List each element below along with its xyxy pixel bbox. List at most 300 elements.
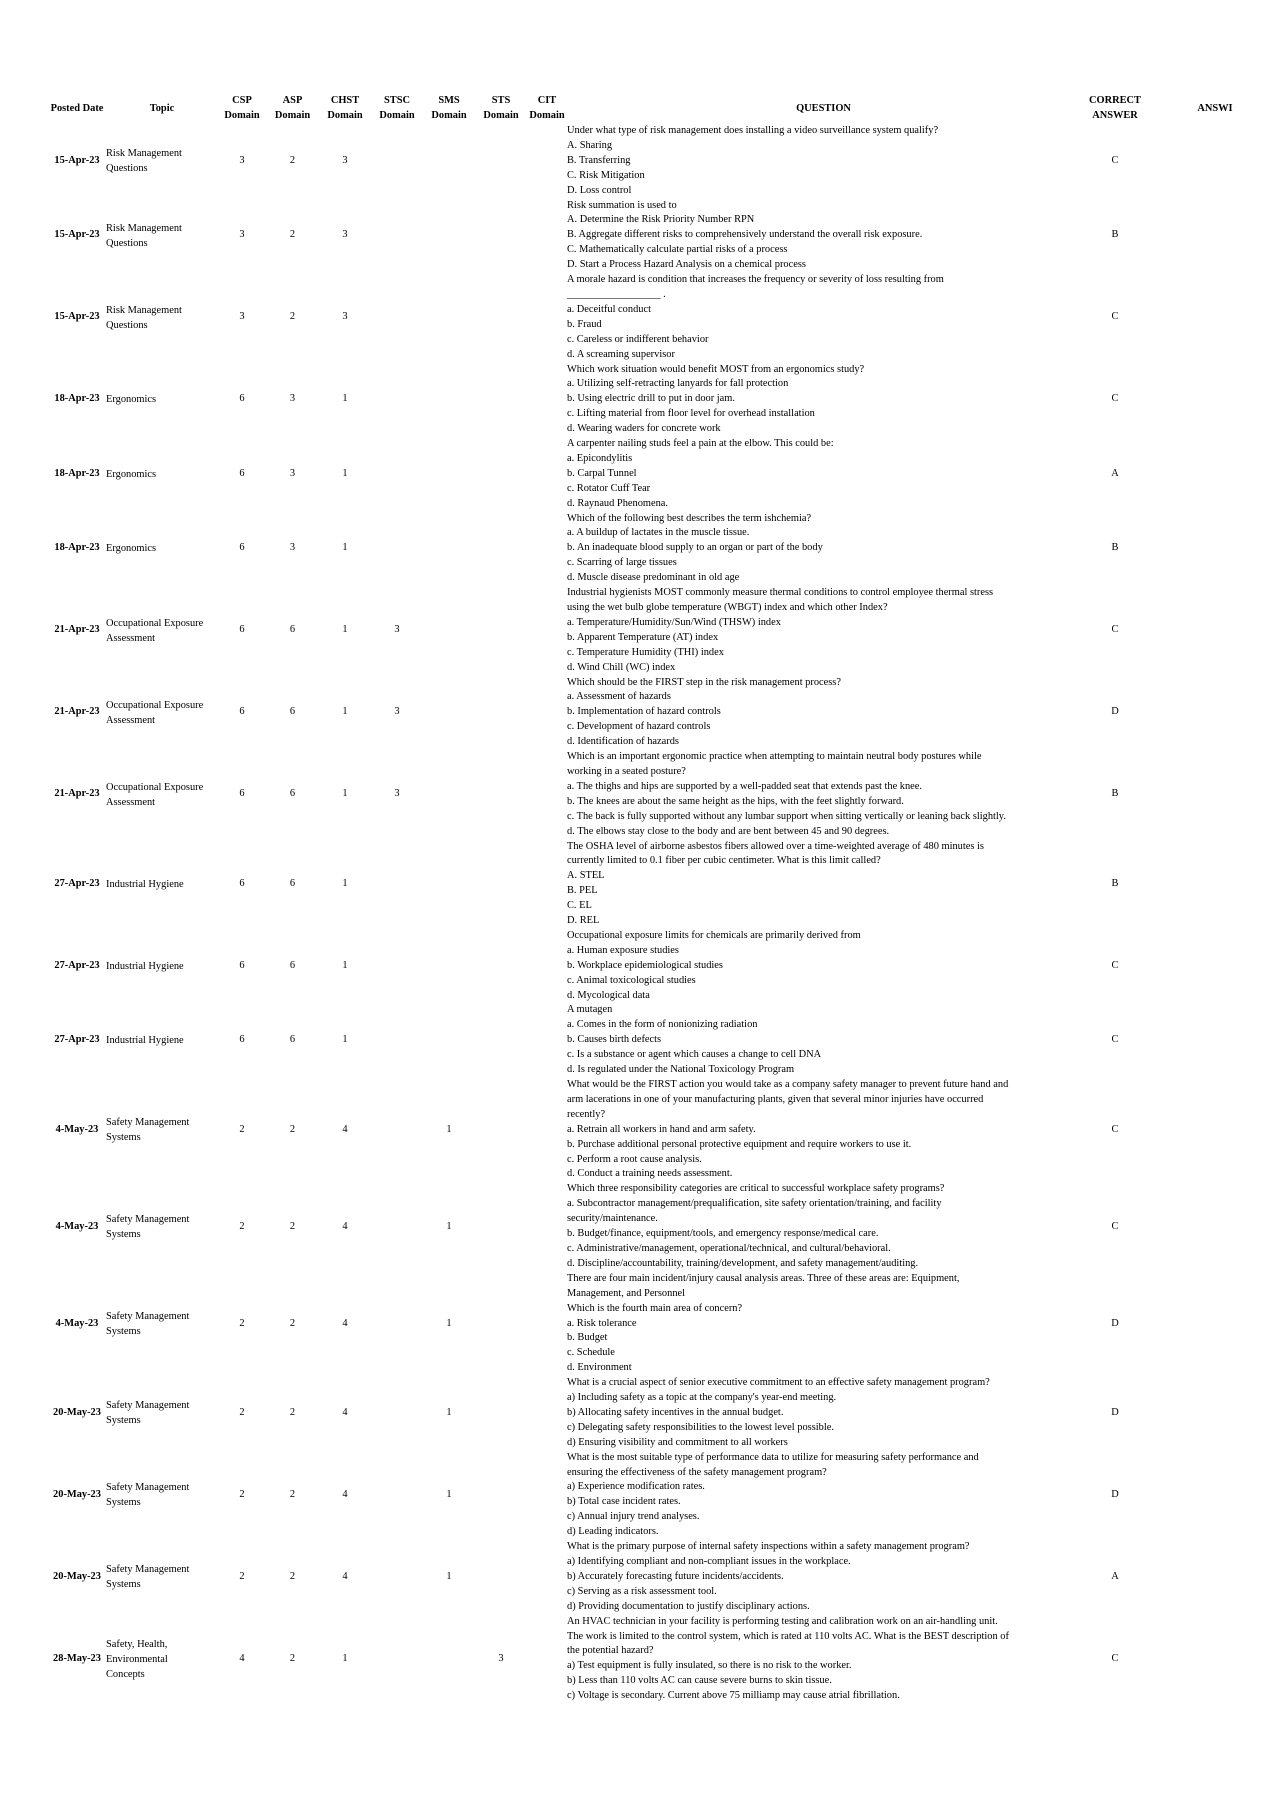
topic-line: Occupational Exposure xyxy=(106,699,204,711)
question-line: C. Risk Mitigation xyxy=(567,169,645,181)
question-line: a) Including safety as a topic at the company's year-end meeting. xyxy=(567,1392,837,1404)
answer-explanation-cell xyxy=(1150,840,1280,929)
question-line: A morale hazard is condition that increases the frequency or severity of loss resulting from xyxy=(567,274,944,286)
sms-domain-cell: 1 xyxy=(446,1123,452,1135)
asp-domain-cell: 6 xyxy=(289,624,296,636)
asp-domain-cell: 2 xyxy=(289,1406,296,1418)
topic-line: Safety Management xyxy=(106,1117,190,1129)
question-cell xyxy=(567,1451,1080,1540)
question-line: The work is limited to the control system, which is rated at 110 volts AC. What is the BEST description of xyxy=(567,1630,1009,1642)
header-posted-date: Posted Date xyxy=(50,102,104,114)
question-line: security/maintenance. xyxy=(567,1213,658,1225)
stsc-domain-cell xyxy=(371,840,423,929)
topic-cell xyxy=(106,676,218,751)
question-line: using the wet bulb globe temperature (WBGT) index and which other Index? xyxy=(567,602,888,613)
asp-domain-cell: 2 xyxy=(289,311,296,323)
question-line: d. Conduct a training needs assessment. xyxy=(567,1168,733,1180)
question-line: a. A buildup of lactates in the muscle tissue. xyxy=(567,527,750,539)
cit-domain-cell xyxy=(527,1540,567,1615)
stsc-domain-cell: 3 xyxy=(394,706,400,718)
csp-domain-cell: 3 xyxy=(239,154,245,166)
question-line: a) Experience modification rates. xyxy=(567,1481,705,1493)
sts-domain-cell xyxy=(475,586,527,675)
question-line: a. Retrain all workers in hand and arm safety. xyxy=(567,1123,756,1135)
correct-answer-cell: B xyxy=(1111,877,1119,889)
question-line: c. Is a substance or agent which causes a change to cell DNA xyxy=(567,1049,822,1061)
table-row xyxy=(48,1540,1280,1615)
sts-domain-cell xyxy=(475,512,527,587)
topic-line: Risk Management xyxy=(106,304,182,316)
header-correct-answer: CORRECT ANSWER xyxy=(1089,95,1141,121)
topic-line: Questions xyxy=(106,237,148,249)
correct-answer-cell: A xyxy=(1111,467,1119,479)
stsc-domain-cell xyxy=(371,363,423,438)
stsc-domain-cell xyxy=(371,1540,423,1615)
stsc-domain-cell xyxy=(371,1376,423,1451)
chst-domain-cell: 3 xyxy=(342,311,348,323)
topic-cell xyxy=(106,1003,218,1078)
posted-date-cell: 21-Apr-23 xyxy=(54,706,100,718)
question-line: b. Carpal Tunnel xyxy=(567,467,637,479)
table-row xyxy=(48,840,1280,929)
question-line: B. PEL xyxy=(567,885,598,897)
topic-cell xyxy=(106,840,218,929)
topic-cell xyxy=(106,586,218,675)
header-chst-domain: CHST Domain xyxy=(327,95,363,121)
table-row xyxy=(48,363,1280,438)
csp-domain-cell: 6 xyxy=(239,624,245,636)
sts-domain-cell xyxy=(475,199,527,274)
sts-domain-cell: 3 xyxy=(498,1652,504,1664)
question-line: Which three responsibility categories are critical to successful workplace safety programs? xyxy=(567,1183,945,1195)
question-line: d. Environment xyxy=(567,1362,632,1374)
chst-domain-cell: 1 xyxy=(342,706,348,718)
question-cell xyxy=(567,1272,1080,1376)
question-line: a. Deceitful conduct xyxy=(567,303,651,315)
question-line: d. Wearing waders for concrete work xyxy=(567,423,721,435)
chst-domain-cell: 1 xyxy=(342,542,348,554)
topic-cell xyxy=(106,1078,218,1182)
question-line: c) Delegating safety responsibilities to the lowest level possible. xyxy=(567,1421,834,1433)
question-line: b. An inadequate blood supply to an organ or part of the body xyxy=(567,542,823,554)
question-line: c. Temperature Humidity (THI) index xyxy=(567,646,724,658)
topic-cell xyxy=(106,363,218,438)
cit-domain-cell xyxy=(527,512,567,587)
answer-explanation-cell xyxy=(1150,1376,1280,1451)
stsc-domain-cell xyxy=(371,1078,423,1182)
table-row xyxy=(48,512,1280,587)
table-row xyxy=(48,273,1280,362)
sts-domain-cell xyxy=(475,124,527,199)
posted-date-cell: 20-May-23 xyxy=(53,1488,101,1500)
cit-domain-cell xyxy=(527,199,567,274)
sms-domain-cell: 1 xyxy=(446,1488,452,1500)
posted-date-cell: 20-May-23 xyxy=(53,1406,101,1418)
question-line: c. The back is fully supported without any lumbar support when sitting vertically or leaning back slightly. xyxy=(567,810,1006,822)
correct-answer-cell: C xyxy=(1111,1034,1119,1046)
question-line: b. Fraud xyxy=(567,318,602,330)
question-line: arm lacerations in one of your manufacturing plants, given that several minor injuries have occurred xyxy=(567,1093,984,1105)
correct-answer-cell: B xyxy=(1111,788,1119,800)
chst-domain-cell: 4 xyxy=(342,1488,348,1500)
sms-domain-cell xyxy=(423,1615,475,1704)
asp-domain-cell: 2 xyxy=(289,229,296,241)
topic-line: Risk Management xyxy=(106,222,182,234)
question-line: working in a seated posture? xyxy=(567,765,686,777)
sms-domain-cell: 1 xyxy=(446,1317,452,1329)
stsc-domain-cell xyxy=(371,1182,423,1271)
posted-date-cell: 4-May-23 xyxy=(55,1317,99,1329)
topic-line: Systems xyxy=(106,1415,141,1427)
sts-domain-cell xyxy=(475,1003,527,1078)
question-line: a. Temperature/Humidity/Sun/Wind (THSW) index xyxy=(567,616,781,628)
question-line: A. Sharing xyxy=(567,139,613,151)
cit-domain-cell xyxy=(527,929,567,1004)
topic-line: Industrial Hygiene xyxy=(106,878,184,890)
correct-answer-cell: D xyxy=(1111,1488,1119,1500)
csp-domain-cell: 3 xyxy=(239,229,245,241)
question-line: D. Start a Process Hazard Analysis on a chemical process xyxy=(567,259,806,271)
question-line: What would be the FIRST action you would take as a company safety manager to prevent future hand and xyxy=(567,1079,1009,1090)
question-line: d. The elbows stay close to the body and are bent between 45 and 90 degrees. xyxy=(567,825,890,837)
correct-answer-cell: C xyxy=(1111,1220,1119,1232)
topic-line: Occupational Exposure xyxy=(106,617,204,629)
correct-answer-cell: B xyxy=(1111,229,1119,241)
question-line: currently limited to 0.1 fiber per cubic centimeter. What is this limit called? xyxy=(567,855,881,867)
asp-domain-cell: 6 xyxy=(289,877,296,889)
question-line: Under what type of risk management does installing a video surveillance system qualify? xyxy=(567,125,939,136)
question-line: the potential hazard? xyxy=(567,1645,654,1657)
question-line: c. Scarring of large tissues xyxy=(567,557,677,569)
question-cell xyxy=(567,512,1080,587)
posted-date-cell: 4-May-23 xyxy=(55,1123,99,1135)
question-line: b. Apparent Temperature (AT) index xyxy=(567,631,719,643)
asp-domain-cell: 2 xyxy=(289,1488,296,1500)
question-line: Risk summation is used to xyxy=(567,199,677,211)
question-line: c. Lifting material from floor level for overhead installation xyxy=(567,408,815,420)
csp-domain-cell: 6 xyxy=(239,393,245,405)
topic-cell xyxy=(106,1376,218,1451)
topic-line: Safety Management xyxy=(106,1564,190,1576)
asp-domain-cell: 3 xyxy=(289,542,296,554)
questions-table xyxy=(48,92,1280,1704)
question-line: b. Workplace epidemiological studies xyxy=(567,959,723,971)
correct-answer-cell: C xyxy=(1111,1123,1119,1135)
header-answer-explanation: ANSWI xyxy=(1197,102,1233,114)
csp-domain-cell: 2 xyxy=(239,1317,245,1329)
question-line: a) Test equipment is fully insulated, so there is no risk to the worker. xyxy=(567,1660,852,1672)
question-line: c. Schedule xyxy=(567,1347,615,1359)
chst-domain-cell: 1 xyxy=(342,624,348,636)
csp-domain-cell: 6 xyxy=(239,959,245,971)
topic-line: Risk Management xyxy=(106,148,182,160)
csp-domain-cell: 4 xyxy=(239,1652,245,1664)
header-stsc-domain: STSC Domain xyxy=(379,95,415,121)
topic-line: Safety Management xyxy=(106,1400,190,1412)
question-line: b. Implementation of hazard controls xyxy=(567,706,721,718)
cit-domain-cell xyxy=(527,437,567,512)
stsc-domain-cell xyxy=(371,1451,423,1540)
answer-explanation-cell xyxy=(1150,199,1280,274)
stsc-domain-cell: 3 xyxy=(394,624,400,636)
asp-domain-cell: 6 xyxy=(289,788,296,800)
topic-line: Ergonomics xyxy=(106,394,157,406)
topic-cell xyxy=(106,1615,218,1704)
correct-answer-cell: D xyxy=(1111,1317,1119,1329)
question-line: c. Perform a root cause analysis. xyxy=(567,1153,702,1165)
sts-domain-cell xyxy=(475,1376,527,1451)
correct-answer-cell: D xyxy=(1111,706,1119,718)
topic-cell xyxy=(106,1451,218,1540)
posted-date-cell: 27-Apr-23 xyxy=(54,877,100,889)
question-line: b. The knees are about the same height as the hips, with the feet slightly forward. xyxy=(567,795,904,807)
question-line: The OSHA level of airborne asbestos fibers allowed over a time-weighted average of 480 minutes is xyxy=(567,840,984,852)
sms-domain-cell xyxy=(423,512,475,587)
question-line: Which is the fourth main area of concern? xyxy=(567,1302,743,1314)
stsc-domain-cell xyxy=(371,1272,423,1376)
topic-line: Assessment xyxy=(106,632,156,644)
sts-domain-cell xyxy=(475,1182,527,1271)
question-cell xyxy=(567,199,1080,274)
answer-explanation-cell xyxy=(1150,676,1280,751)
correct-answer-cell: C xyxy=(1111,624,1119,636)
cit-domain-cell xyxy=(527,750,567,839)
cit-domain-cell xyxy=(527,363,567,438)
sts-domain-cell xyxy=(475,273,527,362)
table-row xyxy=(48,1615,1280,1704)
question-line: Which should be the FIRST step in the risk management process? xyxy=(567,676,841,688)
csp-domain-cell: 2 xyxy=(239,1123,245,1135)
header-cit-domain: CIT Domain xyxy=(529,95,565,121)
question-cell xyxy=(567,1376,1080,1451)
question-line: b) Less than 110 volts AC can cause severe burns to skin tissue. xyxy=(567,1675,832,1687)
chst-domain-cell: 4 xyxy=(342,1123,348,1135)
topic-line: Systems xyxy=(106,1497,141,1509)
question-line: d. Raynaud Phenomena. xyxy=(567,497,668,509)
correct-answer-cell: C xyxy=(1111,959,1119,971)
question-line: __________________ . xyxy=(567,288,666,300)
question-line: d. Discipline/accountability, training/development, and safety management/auditing. xyxy=(567,1257,919,1269)
chst-domain-cell: 1 xyxy=(342,1652,348,1664)
asp-domain-cell: 2 xyxy=(289,1220,296,1232)
question-line: b. Using electric drill to put in door jam. xyxy=(567,393,735,405)
sms-domain-cell: 1 xyxy=(446,1220,452,1232)
topic-cell xyxy=(106,273,218,362)
cit-domain-cell xyxy=(527,273,567,362)
question-line: What is the most suitable type of performance data to utilize for measuring safety performance and xyxy=(567,1451,979,1463)
chst-domain-cell: 1 xyxy=(342,393,348,405)
stsc-domain-cell: 3 xyxy=(394,788,400,800)
header-sms-domain: SMS Domain xyxy=(431,95,467,121)
stsc-domain-cell xyxy=(371,273,423,362)
question-line: B. Transferring xyxy=(567,154,631,166)
header-asp-domain: ASP Domain xyxy=(274,95,311,121)
posted-date-cell: 15-Apr-23 xyxy=(54,154,100,166)
cit-domain-cell xyxy=(527,586,567,675)
header-row xyxy=(48,92,1280,124)
csp-domain-cell: 6 xyxy=(239,788,245,800)
question-line: C. Mathematically calculate partial risks of a process xyxy=(567,244,788,256)
question-cell xyxy=(567,273,1080,362)
table-row xyxy=(48,1272,1280,1376)
topic-line: Questions xyxy=(106,319,148,331)
topic-line: Industrial Hygiene xyxy=(106,1035,184,1047)
posted-date-cell: 28-May-23 xyxy=(53,1652,101,1664)
answer-explanation-cell xyxy=(1150,1540,1280,1615)
sms-domain-cell xyxy=(423,840,475,929)
csp-domain-cell: 2 xyxy=(239,1220,245,1232)
question-line: Which of the following best describes the term ishchemia? xyxy=(567,512,812,524)
csp-domain-cell: 6 xyxy=(239,467,245,479)
stsc-domain-cell xyxy=(371,124,423,199)
asp-domain-cell: 6 xyxy=(289,959,296,971)
answer-explanation-cell xyxy=(1150,437,1280,512)
header-csp-domain: CSP Domain xyxy=(224,95,260,121)
csp-domain-cell: 2 xyxy=(239,1406,245,1418)
question-line: Management, and Personnel xyxy=(567,1287,686,1299)
answer-explanation-cell xyxy=(1150,929,1280,1004)
sms-domain-cell xyxy=(423,273,475,362)
posted-date-cell: 21-Apr-23 xyxy=(54,788,100,800)
sms-domain-cell xyxy=(423,750,475,839)
sts-domain-cell xyxy=(475,840,527,929)
stsc-domain-cell xyxy=(371,929,423,1004)
csp-domain-cell: 2 xyxy=(239,1488,245,1500)
sms-domain-cell xyxy=(423,929,475,1004)
topic-line: Safety, Health, xyxy=(106,1638,168,1650)
question-line: An HVAC technician in your facility is performing testing and calibration work on an air-handling unit. xyxy=(567,1615,998,1627)
question-line: There are four main incident/injury causal analysis areas. Three of these areas are: Equipment, xyxy=(567,1272,960,1284)
question-line: A. STEL xyxy=(567,870,605,882)
question-line: Occupational exposure limits for chemicals are primarily derived from xyxy=(567,929,861,941)
topic-line: Industrial Hygiene xyxy=(106,960,184,972)
topic-cell xyxy=(106,199,218,274)
answer-explanation-cell xyxy=(1150,1182,1280,1271)
question-line: b. Budget/finance, equipment/tools, and emergency response/medical care. xyxy=(567,1228,879,1240)
cit-domain-cell xyxy=(527,676,567,751)
posted-date-cell: 18-Apr-23 xyxy=(54,393,100,405)
question-line: a. Epicondylitis xyxy=(567,452,633,464)
question-line: d. A screaming supervisor xyxy=(567,348,675,360)
topic-cell xyxy=(106,1182,218,1271)
asp-domain-cell: 6 xyxy=(289,1034,296,1046)
question-cell xyxy=(567,124,1080,199)
posted-date-cell: 27-Apr-23 xyxy=(54,959,100,971)
question-line: c. Careless or indifferent behavior xyxy=(567,333,709,345)
sms-domain-cell xyxy=(423,199,475,274)
answer-explanation-cell xyxy=(1150,1078,1280,1182)
table-row xyxy=(48,199,1280,274)
csp-domain-cell: 6 xyxy=(239,706,245,718)
topic-line: Assessment xyxy=(106,714,156,726)
question-cell xyxy=(567,586,1080,675)
question-line: a. Comes in the form of nonionizing radiation xyxy=(567,1019,758,1031)
correct-answer-cell: C xyxy=(1111,154,1119,166)
topic-cell xyxy=(106,750,218,839)
sms-domain-cell: 1 xyxy=(446,1570,452,1582)
stsc-domain-cell xyxy=(371,199,423,274)
answer-explanation-cell xyxy=(1150,586,1280,675)
stsc-domain-cell xyxy=(371,512,423,587)
question-line: What is the primary purpose of internal safety inspections within a safety management program? xyxy=(567,1541,970,1553)
table-row xyxy=(48,1451,1280,1540)
question-cell xyxy=(567,363,1080,438)
question-line: d) Ensuring visibility and commitment to all workers xyxy=(567,1436,788,1448)
topic-cell xyxy=(106,437,218,512)
chst-domain-cell: 4 xyxy=(342,1570,348,1582)
cit-domain-cell xyxy=(527,840,567,929)
asp-domain-cell: 3 xyxy=(289,467,296,479)
cit-domain-cell xyxy=(527,1272,567,1376)
topic-cell xyxy=(106,124,218,199)
correct-answer-cell: B xyxy=(1111,542,1119,554)
question-line: ensuring the effectiveness of the safety management program? xyxy=(567,1466,827,1478)
posted-date-cell: 15-Apr-23 xyxy=(54,229,100,241)
question-line: recently? xyxy=(567,1108,606,1120)
question-cell xyxy=(567,1615,1080,1704)
question-line: d. Is regulated under the National Toxicology Program xyxy=(567,1064,795,1076)
table-row xyxy=(48,1182,1280,1271)
answer-explanation-cell xyxy=(1150,1272,1280,1376)
question-cell xyxy=(567,840,1080,929)
sts-domain-cell xyxy=(475,929,527,1004)
csp-domain-cell: 2 xyxy=(239,1570,245,1582)
topic-line: Safety Management xyxy=(106,1310,190,1322)
asp-domain-cell: 2 xyxy=(289,154,296,166)
topic-line: Systems xyxy=(106,1229,141,1241)
topic-cell xyxy=(106,1272,218,1376)
cit-domain-cell xyxy=(527,1451,567,1540)
questions-table-body xyxy=(48,124,1280,1704)
question-line: a. Risk tolerance xyxy=(567,1317,637,1329)
question-line: A carpenter nailing studs feel a pain at the elbow. This could be: xyxy=(567,438,834,450)
header-topic: Topic xyxy=(149,102,175,114)
csp-domain-cell: 6 xyxy=(239,542,245,554)
csp-domain-cell: 3 xyxy=(239,311,245,323)
question-cell xyxy=(567,1078,1080,1182)
question-line: d) Providing documentation to justify disciplinary actions. xyxy=(567,1600,810,1612)
question-line: Which work situation would benefit MOST from an ergonomics study? xyxy=(567,363,865,375)
question-line: d. Muscle disease predominant in old age xyxy=(567,572,740,584)
stsc-domain-cell xyxy=(371,437,423,512)
sms-domain-cell xyxy=(423,1003,475,1078)
sts-domain-cell xyxy=(475,1078,527,1182)
topic-line: Systems xyxy=(106,1579,141,1591)
topic-line: Safety Management xyxy=(106,1214,190,1226)
question-line: b. Budget xyxy=(567,1332,608,1344)
question-line: d. Identification of hazards xyxy=(567,736,679,748)
posted-date-cell: 20-May-23 xyxy=(53,1570,101,1582)
topic-line: Safety Management xyxy=(106,1482,190,1494)
topic-cell xyxy=(106,512,218,587)
topic-line: Questions xyxy=(106,163,148,175)
question-line: c) Annual injury trend analyses. xyxy=(567,1511,700,1523)
question-cell xyxy=(567,750,1080,839)
answer-explanation-cell xyxy=(1150,512,1280,587)
chst-domain-cell: 4 xyxy=(342,1406,348,1418)
question-line: b) Accurately forecasting future incidents/accidents. xyxy=(567,1570,784,1582)
answer-explanation-cell xyxy=(1150,363,1280,438)
question-line: B. Aggregate different risks to comprehensively understand the overall risk exposure. xyxy=(567,229,923,241)
topic-line: Ergonomics xyxy=(106,543,157,555)
table-row xyxy=(48,1003,1280,1078)
correct-answer-cell: C xyxy=(1111,393,1119,405)
sts-domain-cell xyxy=(475,1540,527,1615)
sms-domain-cell xyxy=(423,437,475,512)
question-line: a. Subcontractor management/prequalification, site safety orientation/training, and facility xyxy=(567,1198,942,1210)
question-line: c. Animal toxicological studies xyxy=(567,974,696,986)
question-line: a. The thighs and hips are supported by a well-padded seat that extends past the knee. xyxy=(567,780,923,792)
